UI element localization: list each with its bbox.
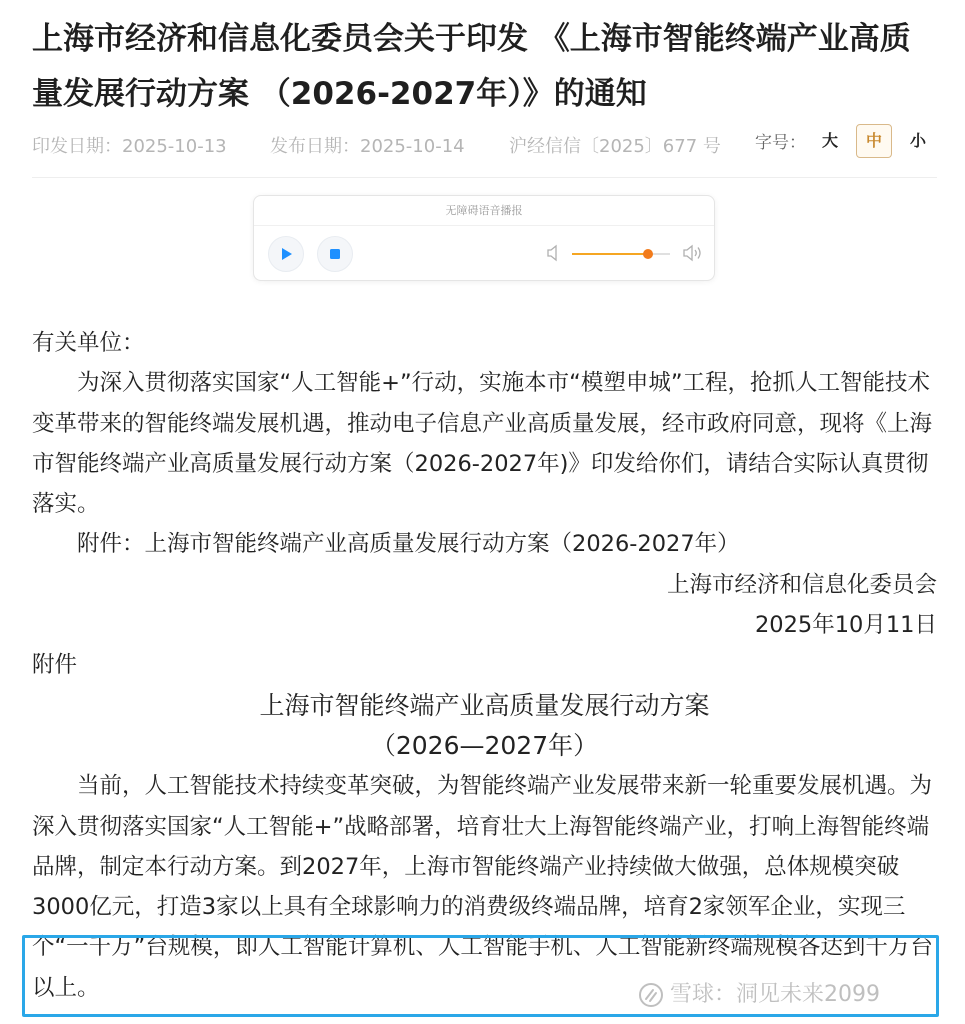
watermark bbox=[638, 975, 938, 1015]
salutation: 有关单位： bbox=[32, 330, 145, 356]
attachment-line: 附件：上海市智能终端产业高质量发展行动方案（2026-2027年） bbox=[77, 531, 740, 558]
volume-slider-knob[interactable] bbox=[643, 249, 653, 259]
article-body bbox=[32, 323, 937, 1008]
volume-up-icon[interactable] bbox=[682, 244, 704, 262]
volume-slider[interactable] bbox=[572, 253, 670, 255]
article-meta bbox=[32, 128, 937, 158]
plan-years: （2026—2027年） bbox=[370, 730, 599, 760]
stop-button[interactable] bbox=[317, 236, 353, 272]
doc-number: 沪经信信〔2025〕677 号 bbox=[509, 136, 721, 157]
attachment-label: 附件 bbox=[32, 652, 78, 679]
font-size-small-button[interactable]: 小 bbox=[909, 131, 926, 150]
audio-player bbox=[253, 195, 715, 281]
sign-date: 2025年10月11日 bbox=[754, 612, 937, 639]
print-date: 印发日期：2025-10-13 bbox=[32, 136, 227, 157]
intro-paragraph: 为深入贯彻落实国家“人工智能+”行动，实施本市“模塑申城”工程，抢抓人工智能技术变革带来的智能终端发展机遇，推动电子信息产业高质量发展，经市政府同意，现将《上海市智能终端产业高质量发展行动方案（2026-2027年)》印发给你们，请结合实际认真贯彻落实。 bbox=[32, 370, 933, 518]
plan-title: 上海市智能终端产业高质量发展行动方案 bbox=[259, 690, 710, 720]
signature: 上海市经济和信息化委员会 bbox=[666, 571, 937, 598]
stop-icon bbox=[329, 248, 341, 260]
watermark-text: 雪球：洞见未来2099 bbox=[670, 982, 880, 1007]
plan-paragraph: 当前，人工智能技术持续变革突破，为智能终端产业发展带来新一轮重要发展机遇。为深入贯彻落实国家“人工智能+”战略部署，培育壮大上海智能终端产业，打响上海智能终端品牌，制定本行动方案。到2027年，上海市智能终端产业持续做大做强，总体规模突破3000亿元，打造3家以上具有全球影响力的消费级终端品牌，培育2家领军企业，实现三个“一千万”台规模，即人工智能计算机、人工智能手机、人工智能新终端规模各达到千万台以上。 bbox=[32, 773, 933, 1001]
play-button[interactable] bbox=[268, 236, 304, 272]
play-icon bbox=[278, 246, 294, 262]
publish-date: 发布日期：2025-10-14 bbox=[270, 136, 465, 157]
volume-slider-fill bbox=[572, 253, 648, 255]
font-size-label: 字号： bbox=[755, 133, 806, 153]
font-size-medium-button[interactable]: 中 bbox=[856, 124, 892, 158]
snowball-logo-icon bbox=[638, 982, 664, 1008]
volume-down-icon[interactable] bbox=[546, 244, 562, 262]
player-header: 无障碍语音播报 bbox=[254, 196, 714, 226]
article-title: 上海市经济和信息化委员会关于印发 《上海市智能终端产业高质量发展行动方案 （2026-2027年）》的通知 bbox=[32, 21, 911, 112]
header-divider bbox=[32, 177, 937, 178]
font-size-large-button[interactable]: 大 bbox=[821, 131, 838, 150]
